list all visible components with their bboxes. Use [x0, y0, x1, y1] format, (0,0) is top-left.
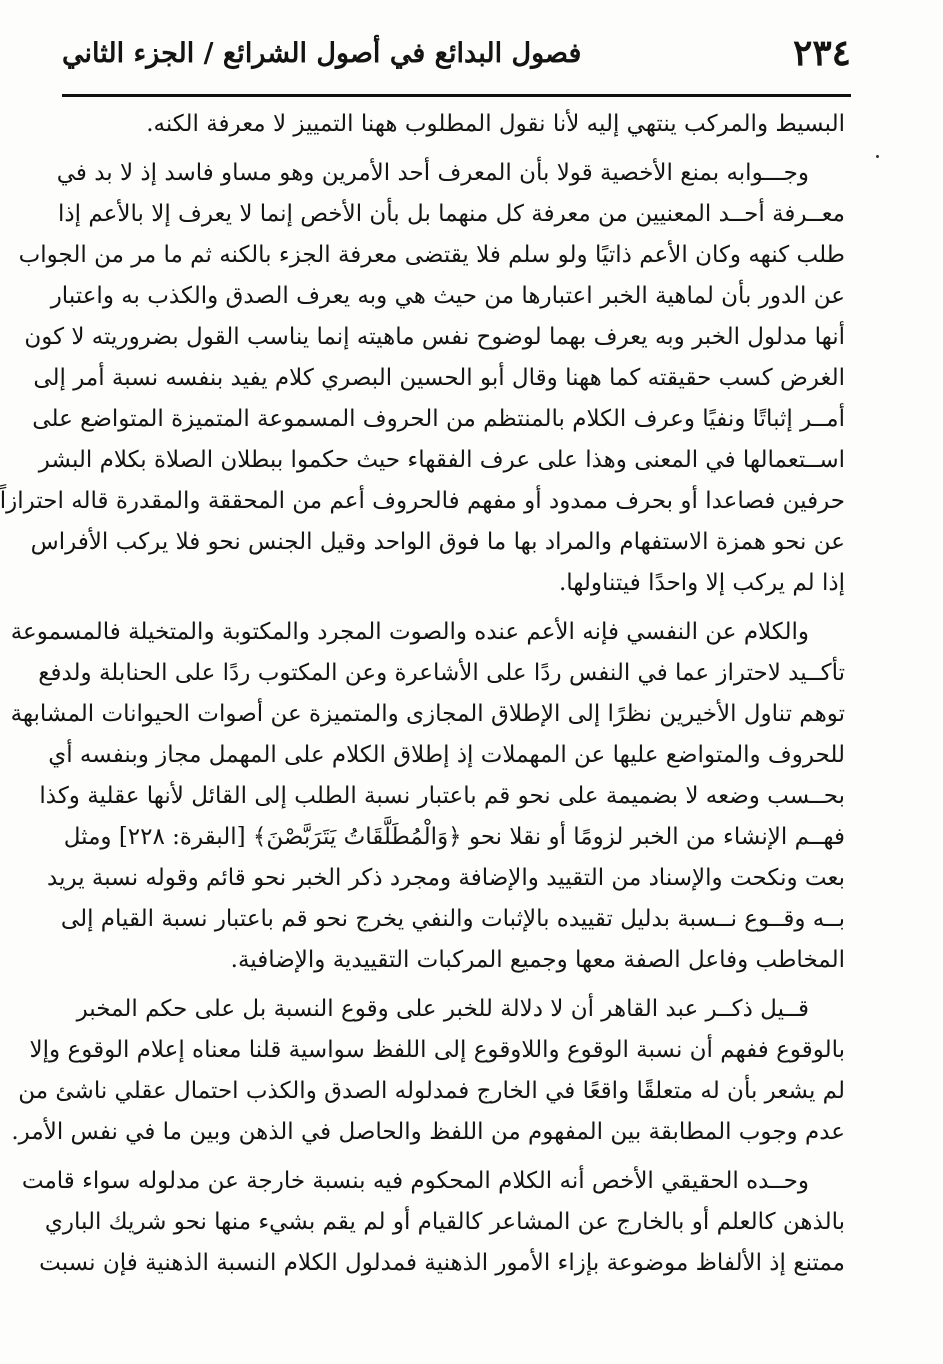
text-line: عن الدور بأن لماهية الخبر اعتبارها من حيث هي وبه يعرف الصدق والكذب به واعتبار [50, 283, 845, 309]
text-line: توهم تناول الأخيرين نظرًا إلى الإطلاق المجازى والمتميزة عن أصوات الحيوانات المشابهة [10, 701, 845, 727]
text-line: قــيل ذكــر عبد القاهر أن لا دلالة للخبر على وقوع النسبة بل على حكم المخبر [76, 996, 809, 1022]
paragraph-3 [10, 612, 845, 981]
text-line: حرفين فصاعدا أو بحرف ممدود أو مفهم فالحروف أعم من المحققة والمقدرة قاله احترازاً [0, 488, 845, 514]
paragraph-1 [82, 104, 845, 145]
text-line: الغرض كسب حقيقته كما ههنا وقال أبو الحسين البصري كلام يفيد بنفسه نسبة أمر إلى [33, 365, 845, 391]
text-line: ممتنع إذ الألفاظ موضوعة بإزاء الأمور الذهنية فمدلول الكلام النسبة الذهنية فإن نسبت [39, 1250, 845, 1276]
text-line: للحروف والمتواضع عليها عن المهملات إذ إطلاق الكلام على المهمل مجاز وبنفسه أي [48, 742, 845, 768]
text-line: وجـــوابه بمنع الأخصية قولا بأن المعرف أحد الأمرين وهو مساو فاسد إذ لا بد في [56, 160, 809, 186]
text-line: عدم وجوب المطابقة بين المفهوم من اللفظ والحاصل في الذهن وبين ما في نفس الأمر. [11, 1119, 845, 1145]
text-line: طلب كنهه وكان الأعم ذاتيًا ولو سلم فلا يقتضى معرفة الجزء بالكنه ثم ما مر من الجواب [18, 242, 845, 268]
text-line: بالوقوع ففهم أن نسبة الوقوع واللاوقوع إلى اللفظ سواسية قلنا معناه إعلام الوقوع وإلا [29, 1037, 845, 1063]
text-line: البسيط والمركب ينتهي إليه لأنا نقول المطلوب ههنا التمييز لا معرفة الكنه. [146, 111, 845, 137]
text-line: تأكــيد لاحتراز عما في النفس ردًا على الأشاعرة وعن المكتوب ردًا على الحنابلة ولدفع [38, 660, 845, 686]
text-line: بحــسب وضعه لا بضميمة على نحو قم باعتبار نسبة الطلب إلى القائل لأنها عقلية وكذا [39, 783, 845, 809]
paragraph-4 [11, 989, 845, 1153]
text-line: بعت ونكحت والإسناد من التقييد والإضافة ومجرد ذكر الخبر نحو قائم وقوله نسبة يريد [47, 865, 845, 891]
header-rule [62, 94, 851, 97]
text-line: المخاطب وفاعل الصفة معها وجميع المركبات التقييدية والإضافية. [230, 947, 845, 973]
running-title: فصول البدائع في أصول الشرائع / الجزء الثاني [62, 38, 582, 69]
text-line: بــه وقــوع نــسبة بدليل تقييده بالإثبات والنفي يخرج نحو قم باعتبار نسبة القيام إلى [60, 906, 845, 932]
speck [876, 155, 879, 158]
text-line: بالذهن كالعلم أو بالخارج عن المشاعر كالقيام أو لم يقم بشيء منها نحو شريك الباري [44, 1209, 845, 1235]
text-line: والكلام عن النفسي فإنه الأعم عنده والصوت المجرد والمكتوبة والمتخيلة فالمسموعة [10, 619, 809, 645]
text-line: أمــر إثباتًا ونفيًا وعرف الكلام بالمنتظم من الحروف المسموعة المتميزة المتواضع على [32, 406, 845, 432]
text-line: لم يشعر بأن له متعلقًا واقعًا في الخارج فمدلوله الصدق والكذب احتمال عقلي ناشئ من [18, 1078, 845, 1104]
page-body [0, 104, 845, 1284]
quran-citation-line: فهــم الإنشاء من الخبر لزومًا أو نقلا نحو ﴿وَالْمُطَلَّقَاتُ يَتَرَبَّصْنَ﴾ [البقرة: ٢٢٨] ومثل [63, 824, 845, 850]
text-line: اســتعمالها في المعنى وهذا على عرف الفقهاء حيث حكموا ببطلان الصلاة بكلام البشر [38, 447, 845, 473]
text-line: معــرفة أحــد المعنيين من معرفة كل منهما بل بأن الأخص إنما لا يعرف إلا بالأعم إذا [58, 201, 845, 227]
text-line: أنها مدلول الخبر وبه يعرف بهما لوضوح نفس ماهيته إنما يناسب القول بضروريته لا كون [24, 324, 845, 350]
text-line: إذا لم يركب إلا واحدًا فيتناولها. [558, 570, 845, 596]
text-line: وحــده الحقيقي الأخص أنه الكلام المحكوم فيه بنسبة خارجة عن مدلوله سواء قامت [21, 1168, 809, 1194]
page-number: ٢٣٤ [792, 32, 851, 74]
text-line: عن نحو همزة الاستفهام والمراد بها ما فوق الواحد وقيل الجنس نحو فلا يركب الأفراس [30, 529, 845, 555]
page-header [62, 30, 851, 94]
paragraph-2 [0, 153, 845, 604]
paragraph-5 [21, 1161, 845, 1284]
